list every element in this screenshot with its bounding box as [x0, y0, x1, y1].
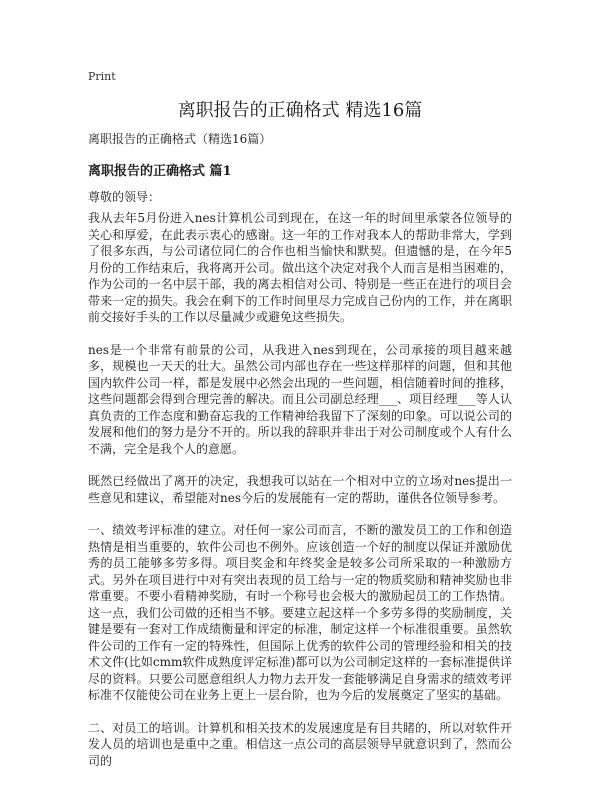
paragraph-4: 一、绩效考评标准的建立。对任何一家公司而言，不断的激发员工的工作和创造热情是相当重要的，软件公司也不例外。应该创造一个好的制度以保证并激励优秀的员工能够多劳多得。项目奖金和年终奖金是较多公司所采取的一种激励方式。另外在项目进行中对有突出表现的员工给与一定的物质奖励和精神奖励也非常重要。不要小看精神奖励，有时一个称号也会极大的激励起员工的工作热情。这一点，我们公司做的还相当不够。要建立起这样一个多劳多得的奖励制度，关键是要有一套对工作成绩衡量和评定的标准，制定这样一个标准很重要。虽然软件公司的工作有一定的特殊性，但国际上优秀的软件公司的管理经验和相关的技术文件(比如cmm软件成熟度评定标准)都可以为公司制定这样的一套标准提供详尽的资料。只要公司愿意组织人力物力去开发一套能够满足自身需求的绩效考评标准不仅能使公司在业务上更上一层台阶，也为今后的发展奠定了坚实的基础。	[88, 523, 512, 702]
paragraph-1: 我从去年5月份进入nes计算机公司到现在，在这一年的时间里承蒙各位领导的关心和厚爱，在此表示衷心的感谢。这一年的工作对我本人的帮助非常大，学到了很多东西，与公司诸位同仁的合作也相当愉快和默契。但遗憾的是，在今年5月份的工作结束后，我将离开公司。做出这个决定对我个人而言是相当困难的，作为公司的一名中层干部，我的离去相信对公司、特别是一些正在进行的项目会带来一定的损失。我会在剩下的工作时间里尽力完成自己份内的工作，并在离职前交接好手头的工作以尽量减少或避免这些损失。	[88, 211, 512, 324]
page-title: 离职报告的正确格式 精选16篇	[177, 100, 423, 121]
section-heading: 离职报告的正确格式 篇1	[88, 164, 232, 179]
document-body	[88, 210, 512, 785]
paragraph-3: 既然已经做出了离开的决定，我想我可以站在一个相对中立的立场对nes提出一些意见和建议，希望能对nes今后的发展能有一定的帮助，谨供各位领导参考。	[88, 474, 512, 505]
paragraph-2: nes是一个非常有前景的公司，从我进入nes到现在，公司承接的项目越来越多，规模也一天天的壮大。虽然公司内部也存在一些这样那样的问题，但和其他国内软件公司一样，都是发展中必然会出现的一些问题，相信随着时间的推移，这些问题都会得到合理完善的解决。而且公司副总经理___、项目经理___等人认真负责的工作态度和勤奋忘我的工作精神给我留下了深刻的印象。可以说公司的发展和他们的努力是分不开的。所以我的辞职并非出于对公司制度或个人有什么不满，完全是我个人的意愿。	[88, 342, 512, 456]
paragraph-5: 二、对员工的培训。计算机和相关技术的发展速度是有目共睹的，所以对软件开发人员的培训也是重中之重。相信这一点公司的高层领导早就意识到了，然而公司的	[88, 720, 512, 768]
print-link[interactable]: Print	[88, 70, 116, 83]
greeting: 尊敬的领导：	[88, 190, 161, 204]
document-subtitle: 离职报告的正确格式（精选16篇）	[88, 132, 272, 146]
